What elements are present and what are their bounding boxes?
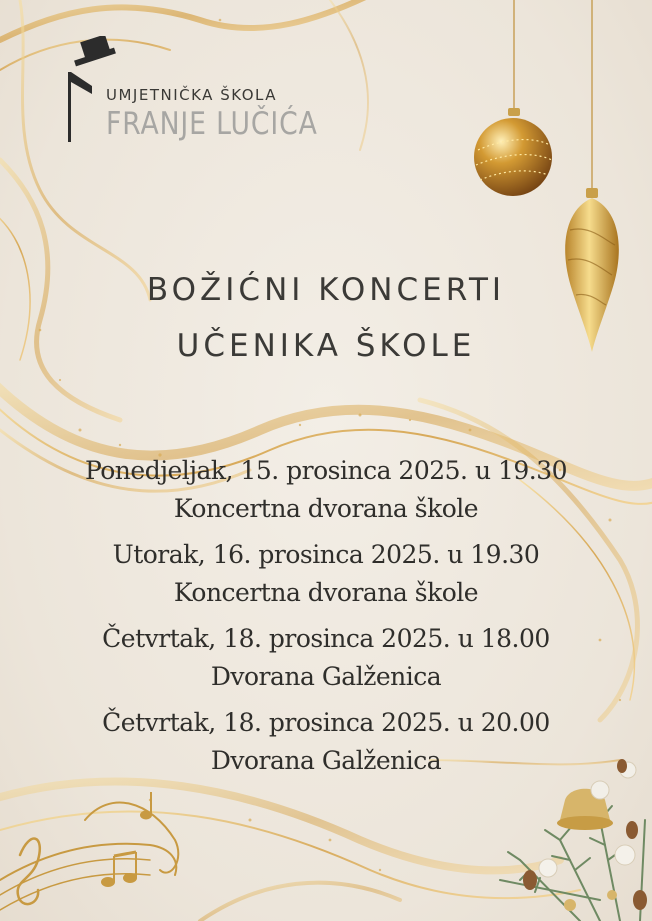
concert-item — [0, 704, 652, 780]
concert-date: Četvrtak, 18. prosinca 2025. u 18.00 — [102, 624, 550, 653]
note-heads — [101, 792, 152, 887]
title-line1: BOŽIĆNI KONCERTI — [146, 272, 506, 308]
christmas-ball-ornament — [474, 0, 552, 196]
concert-venue: Koncertna dvorana škole — [173, 494, 479, 523]
concert-venue: Dvorana Galženica — [210, 662, 442, 691]
school-name-line1: UMJETNIČKA ŠKOLA — [106, 86, 278, 104]
concert-list — [0, 452, 652, 788]
top-hat-icon — [74, 36, 116, 66]
concert-date: Ponedjeljak, 15. prosinca 2025. u 19.30 — [84, 456, 568, 485]
music-notes-decoration — [0, 803, 178, 910]
concert-date: Utorak, 16. prosinca 2025. u 19.30 — [112, 540, 540, 569]
music-note-icon — [68, 72, 92, 142]
concert-item — [0, 452, 652, 528]
concert-item — [0, 536, 652, 612]
concert-item — [0, 620, 652, 696]
concert-date: Četvrtak, 18. prosinca 2025. u 20.00 — [102, 708, 550, 737]
title-line2: UČENIKA ŠKOLE — [176, 328, 476, 364]
concert-venue: Koncertna dvorana škole — [173, 578, 479, 607]
concert-venue: Dvorana Galženica — [210, 746, 442, 775]
school-name-line2: FRANJE LUČIĆA — [106, 106, 318, 142]
